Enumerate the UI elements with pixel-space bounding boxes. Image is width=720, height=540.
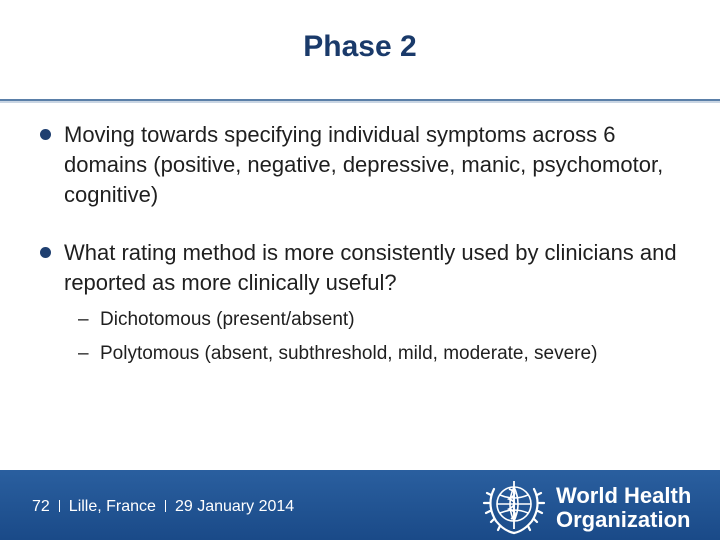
bullet-item	[40, 120, 680, 210]
bullet-item	[40, 238, 680, 298]
footer-location: Lille, France	[68, 498, 156, 515]
sub-bullet-text: Polytomous (absent, subthreshold, mild, moderate, severe)	[100, 343, 598, 364]
bullet-text: What rating method is more consistently used by clinicians and reported as more clinically useful?	[64, 240, 677, 295]
bullet-dot-icon	[40, 129, 51, 140]
sub-bullet-text: Dichotomous (present/absent)	[100, 309, 355, 330]
organization-name-line2: Organization	[556, 507, 691, 532]
organization-name-line1: World Health	[556, 483, 692, 508]
sub-bullet-dash: –	[78, 309, 89, 330]
footer-info	[32, 498, 294, 516]
footer-date: 29 January 2014	[174, 498, 295, 515]
sub-bullet-item	[78, 307, 678, 333]
footer-separator	[59, 500, 60, 512]
footer-separator	[165, 500, 166, 512]
who-emblem-icon	[478, 475, 550, 537]
page-number: 72	[32, 498, 50, 515]
bullet-text: Moving towards specifying individual symptoms across 6 domains (positive, negative, depressive, manic, psychomotor, cognitive)	[64, 122, 664, 207]
sub-bullet-item	[78, 341, 678, 367]
slide-title: Phase 2	[303, 30, 417, 63]
sub-bullet-dash: –	[78, 343, 89, 364]
title-divider-shadow	[0, 101, 720, 103]
bullet-dot-icon	[40, 247, 51, 258]
organization-name	[556, 484, 691, 532]
